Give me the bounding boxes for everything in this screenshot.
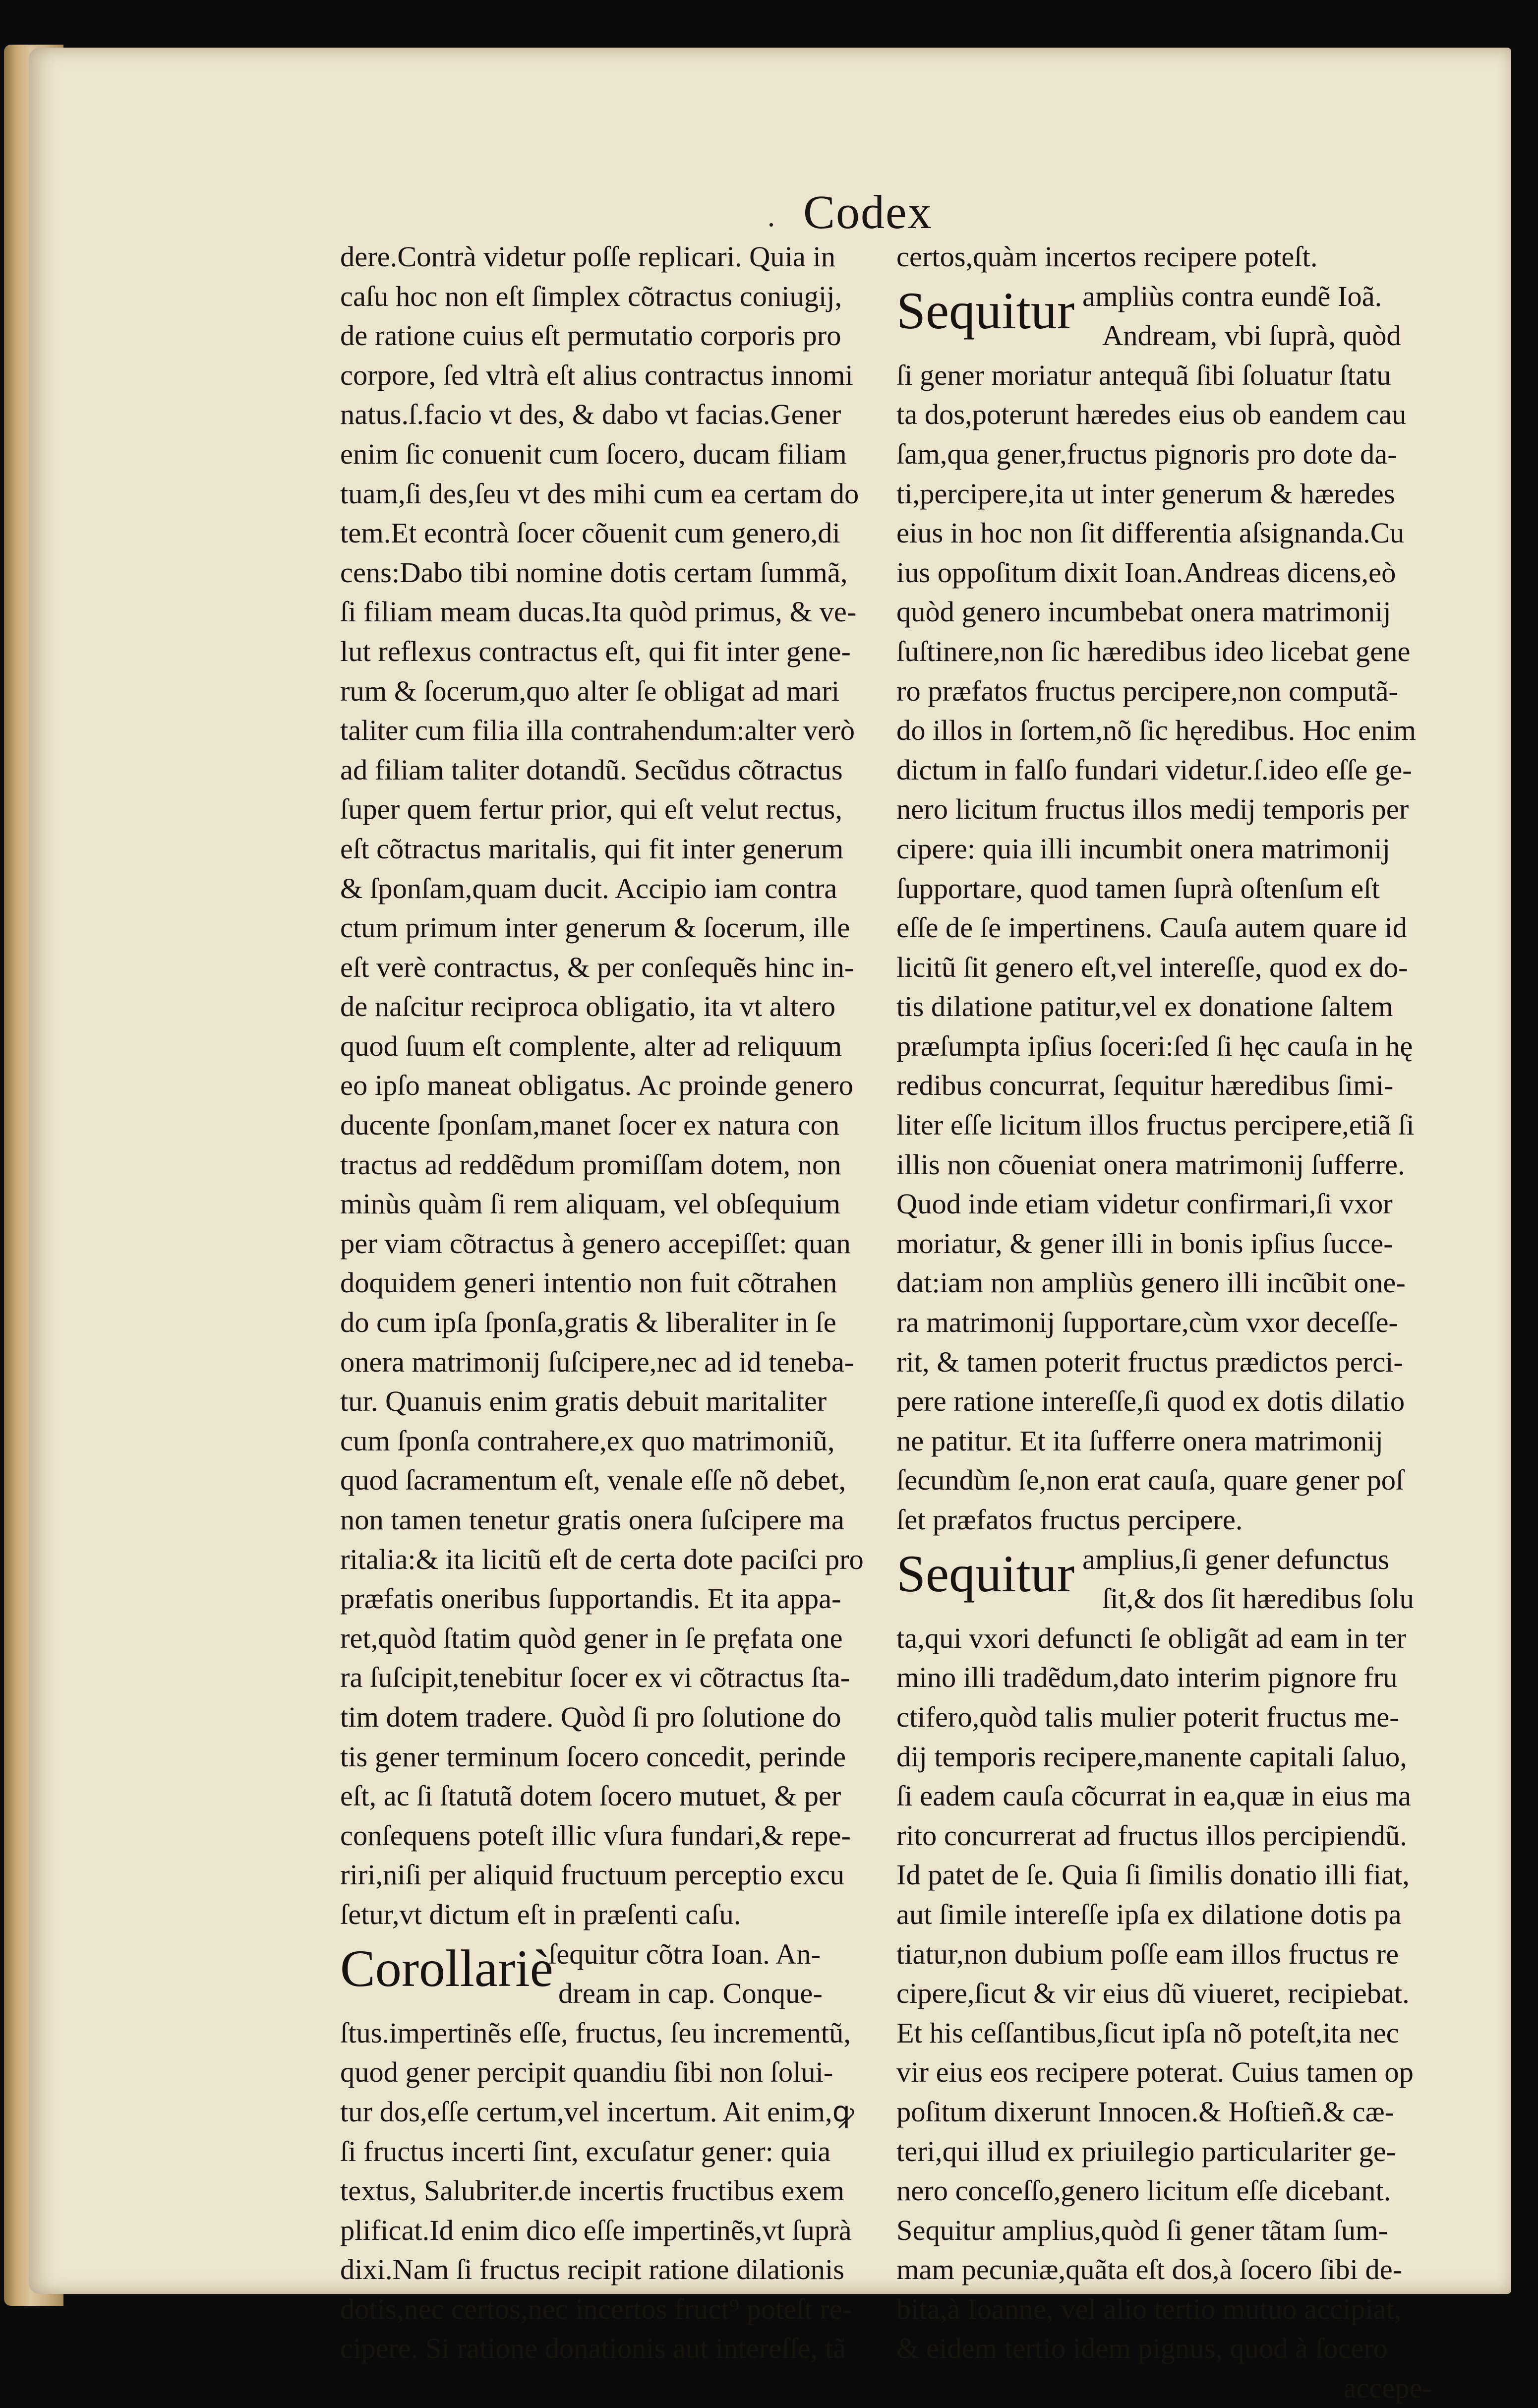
text-line: quod gener percipit quandiu ſibi non ſolui- [340,2056,833,2089]
right-column-text-a [896,237,1432,277]
text-line: caſu hoc non eſt ſimplex cõtractus coniugij, [340,280,842,312]
heading-word: Sequitur [896,1544,1075,1603]
text-line: ſupportare, quod tamen ſuprà oſtenſum eſt [896,872,1380,904]
text-line: ſi gener moriatur antequã ſibi ſoluatur ſtatu [896,359,1391,391]
text-line: poſitum dixerunt Innocen.& Hoſtieñ.& cæ- [896,2095,1395,2128]
text-line: riri,niſi per aliquid fructuum perceptio excu [340,1859,844,1891]
text-line: rum & ſocerum,quo alter ſe obligat ad mari [340,674,840,707]
text-line: redibus concurrat, ſequitur hæredibus ſimi- [896,1069,1394,1102]
left-column [340,237,864,2368]
text-line: minùs quàm ſi rem aliquam, vel obſequium [340,1188,840,1220]
text-line: eſt verè contractus, & per conſequẽs hinc in- [340,951,854,983]
text-line: mino illi tradẽdum,dato interim pignore fru [896,1661,1398,1694]
text-line: ducente ſponſam,manet ſocer ex natura con [340,1109,840,1142]
text-line: conſequens poteſt illic vſura fundari,& repe- [340,1819,851,1852]
running-head: Codex [803,185,933,239]
text-line: & eidem tertio idem pignus, quod à ſocero [896,2332,1388,2365]
text-line: ſi eadem cauſa cõcurrat in ea,quæ in eius ma [896,1780,1411,1812]
text-line: tis gener terminum ſocero concedit, perinde [340,1740,846,1773]
text-line: ritalia:& ita licitũ eſt de certa dote paciſci pro [340,1543,864,1575]
text-line: ius oppoſitum dixit Ioan.Andreas dicens,eò [896,556,1396,589]
heading-word: Sequitur [896,281,1075,340]
text-line: quòd genero incumbebat onera matrimonij [896,596,1391,628]
text-line: Quod inde etiam videtur confirmari,ſi vxor [896,1188,1393,1220]
text-line: cipere,ſicut & vir eius dũ viueret, recipiebat. [896,1977,1410,2010]
text-line: eſt, ac ſi ſtatutã dotem ſocero mutuet, & per [340,1780,841,1812]
text-line: enim ſic conuenit cum ſocero, ducam filiam [340,437,847,470]
right-heading-sequitur-2 [896,1540,1432,1619]
text-line: ta dos,poterunt hæredes eius ob eandem cau [896,398,1407,431]
text-line: nero licitum fructus illos medij temporis per [896,793,1409,826]
right-heading-sequitur-1 [896,277,1432,356]
text-line: bita,à Ioanne, vel alio tertio mutuo accipiat, [896,2292,1402,2325]
text-line: de ratione cuius eſt permutatio corporis pro [340,319,841,352]
text-line: ſuper quem fertur prior, qui eſt velut rectus, [340,793,842,826]
text-line: Id patet de ſe. Quia ſi ſimilis donatio illi fiat, [896,1859,1410,1891]
right-column [896,237,1432,2408]
text-line: eo ipſo maneat obligatus. Ac proinde genero [340,1069,853,1102]
text-line: rito concurrerat ad fructus illos percipiendũ. [896,1819,1407,1852]
text-line: doquidem generi intentio non fuit cõtrahen [340,1266,837,1299]
text-line: cens:Dabo tibi nomine dotis certam ſummã, [340,556,848,589]
text-line: onera matrimonij ſuſcipere,nec ad id teneba- [340,1345,854,1378]
heading-lines [1082,1540,1414,1619]
text-line: cipere. Si ratione donationis aut intereſſe, tã [340,2332,846,2365]
text-line: ta,qui vxori defuncti ſe obligãt ad eam in ter [896,1622,1407,1654]
text-line: tim dotem tradere. Quòd ſi pro ſolutione do [340,1700,841,1733]
text-line: dixi.Nam ſi fructus recipit ratione dilationis [340,2253,845,2286]
text-line: non tamen tenetur gratis onera ſuſcipere ma [340,1504,844,1536]
text-line: moriatur, & gener illi in bonis ipſius ſucce- [896,1227,1393,1260]
text-line: quod ſuum eſt complente, alter ad reliquum [340,1029,842,1062]
text-line: & ſponſam,quam ducit. Accipio iam contra [340,872,837,904]
heading-line: dream in cap. Conque- [558,1977,823,2010]
text-line: certos,quàm incertos recipere poteſt. [896,241,1318,273]
text-line: tractus ad reddẽdum promiſſam dotem, non [340,1148,841,1181]
text-line: pere ratione intereſſe,ſi quod ex dotis dilatio [896,1385,1405,1418]
text-line: nero conceſſo,genero licitum eſſe dicebant. [896,2174,1391,2207]
text-line: dictum in falſo fundari videtur.ſ.ideo eſſe ge- [896,753,1412,786]
heading-lines [548,1934,823,2013]
text-line: tur dos,eſſe certum,vel incertum. Ait enim,ꝙ [340,2095,854,2128]
text-line: corpore, ſed vltrà eſt alius contractus innomi [340,359,853,391]
text-line: ſi fructus incerti ſint, excuſatur gener: quia [340,2135,831,2167]
text-line: tur. Quanuis enim gratis debuit maritaliter [340,1385,827,1418]
text-line: vir eius eos recipere poterat. Cuius tamen op [896,2056,1414,2089]
text-line: ſi filiam meam ducas.Ita quòd primus, & ve- [340,596,857,628]
text-line: ti,percipere,ita ut inter generum & hæredes [896,477,1395,510]
text-line: tem.Et econtrà ſocer cõuenit cum genero,di [340,517,840,549]
text-line: ctum primum inter generum & ſocerum, ille [340,911,850,944]
heading-line: ſit,& dos ſit hæredibus ſolu [1102,1582,1414,1615]
text-line: ſam,qua gener,fructus pignoris pro dote da- [896,437,1397,470]
heading-lines [1082,277,1401,356]
text-line: de naſcitur reciproca obligatio, ita vt altero [340,990,835,1023]
text-line: ſecundùm ſe,non erat cauſa, quare gener poſ [896,1464,1404,1497]
text-line: ro præfatos fructus percipere,non computã- [896,674,1399,707]
text-line: præſumpta ipſius ſoceri:ſed ſi hęc cauſa in hę [896,1029,1413,1062]
text-line: illis non cõueniat onera matrimonij ſufferre. [896,1148,1405,1181]
heading-line: ampliùs contra eundẽ Ioã. [1082,280,1382,312]
text-line: plificat.Id enim dico eſſe impertinẽs,vt ſuprà [340,2214,852,2246]
text-line: ſuſtinere,non ſic hæredibus ideo licebat gene [896,635,1411,667]
text-line: ne patitur. Et ita ſufferre onera matrimonij [896,1424,1383,1457]
text-line: ſetur,vt dictum eſt in præſenti caſu. [340,1898,741,1930]
text-line: eſſe de ſe impertinens. Cauſa autem quare id [896,911,1407,944]
text-line: tis dilatione patitur,vel ex donatione ſaltem [896,990,1393,1023]
text-line: cum ſponſa contrahere,ex quo matrimoniũ, [340,1424,835,1457]
heading-line: Andream, vbi ſuprà, quòd [1102,319,1401,352]
left-column-text-a [340,237,864,1934]
text-line: eius in hoc non ſit differentia aſsignanda.Cu [896,517,1405,549]
text-line: tuam,ſi des,ſeu vt des mihi cum ea certam do [340,477,859,510]
text-line: ad filiam taliter dotandũ. Secũdus cõtractus [340,753,843,786]
text-line: do cum ipſa ſponſa,gratis & liberaliter in ſe [340,1306,836,1339]
right-column-text-c [896,1619,1432,2368]
text-line: licitũ ſit genero eſt,vel intereſſe, quod ex do- [896,951,1408,983]
catchword: accepe- [1343,2372,1432,2405]
text-line: aut ſimile intereſſe ipſa ex dilatione dotis pa [896,1898,1402,1930]
text-line: ra matrimonij ſupportare,cùm vxor deceſſe- [896,1306,1398,1339]
text-line: rit, & tamen poterit fructus prædictos perci- [896,1345,1403,1378]
text-line: ſet præfatos fructus percipere. [896,1504,1243,1536]
heading-line: ſequitur cõtra Ioan. An- [548,1937,821,1970]
text-line: ctifero,quòd talis mulier poterit fructus me- [896,1700,1399,1733]
text-line: lut reflexus contractus eſt, qui fit inter gene- [340,635,851,667]
text-line: natus.ſ.facio vt des, & dabo vt facias.Gener [340,398,841,431]
heading-line: amplius,ſi gener defunctus [1082,1543,1389,1575]
text-line: dere.Contrà videtur poſſe replicari. Quia in [340,241,836,273]
right-column-text-b [896,356,1432,1540]
text-line: ſtus.impertinẽs eſſe, fructus, ſeu incrementũ, [340,2016,851,2049]
text-line: præfatis oneribus ſupportandis. Et ita appa- [340,1582,841,1615]
text-line: taliter cum filia illa contrahendum:alter verò [340,714,855,747]
text-line: quod ſacramentum eſt, venale eſſe nõ debet, [340,1464,846,1497]
text-line: dotis,nec certos,nec incertos fruct⁹ poteſt re- [340,2292,852,2325]
left-heading-corollarie [340,1934,861,2013]
left-column-text-b [340,2013,861,2368]
text-line: liter eſſe licitum illos fructus percipere,etiã ſi [896,1109,1415,1142]
text-line: teri,qui illud ex priuilegio particulariter ge- [896,2135,1396,2167]
text-line: textus, Salubriter.de incertis fructibus exem [340,2174,844,2207]
head-mark: . [768,200,775,233]
text-line: ret,quòd ſtatim quòd gener in ſe pręfata one [340,1622,843,1654]
text-line: cipere: quia illi incumbit onera matrimonij [896,832,1390,865]
text-line: ra ſuſcipit,tenebitur ſocer ex vi cõtractus ſta- [340,1661,850,1694]
text-line: per viam cõtractus à genero accepiſſet: quan [340,1227,851,1260]
text-line: Et his ceſſantibus,ſicut ipſa nõ poteſt,ita nec [896,2016,1399,2049]
text-line: tiatur,non dubium poſſe eam illos fructus re [896,1937,1399,1970]
text-line: do illos in ſortem,nõ ſic hęredibus. Hoc enim [896,714,1416,747]
text-line: Sequitur amplius,quòd ſi gener tãtam ſum- [896,2214,1388,2246]
text-line: dij temporis recipere,manente capitali ſaluo, [896,1740,1407,1773]
text-line: eſt cõtractus maritalis, qui fit inter generum [340,832,844,865]
heading-word: Corollariè [340,1939,553,1997]
text-line: mam pecuniæ,quãta eſt dos,à ſocero ſibi de- [896,2253,1403,2286]
text-line: dat:iam non ampliùs genero illi incũbit one- [896,1266,1406,1299]
